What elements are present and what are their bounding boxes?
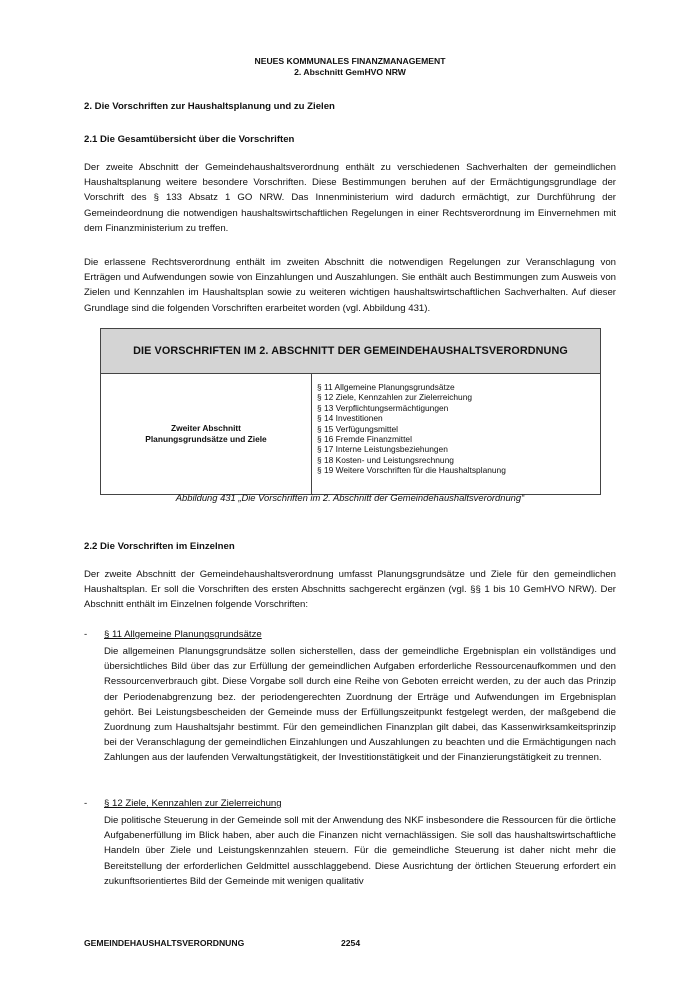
subsection-heading-2-2: 2.2 Die Vorschriften im Einzelnen: [84, 541, 235, 552]
list-dash: -: [84, 629, 88, 640]
paragraph-1: Der zweite Abschnitt der Gemeindehaushaltsverordnung enthält zu verschiedenen Sachverhalten der gemeindlichen Haushaltsplanung weitere besondere Vorschriften. Diese Bestimmungen beruhen auf der Ermächtigungsgrundlage der Vorschrift des § 133 Absatz 1 GO NRW. Das Innenministerium wird dadurch ermächtigt, zur Durchführung der Gemeindeordnung die notwendigen haushaltswirtschaftlichen Regelungen in einer Rechtsverordnung im Einvernehmen mit dem Finanzministerium zu treffen.: [84, 162, 616, 234]
table-item: § 12 Ziele, Kennzahlen zur Zielerreichung: [317, 392, 473, 403]
table-item: § 18 Kosten- und Leistungsrechnung: [317, 454, 454, 465]
paragraph-2: Die erlassene Rechtsverordnung enthält im zweiten Abschnitt die notwendigen Regelungen zur Veranschlagung von Erträgen und Aufwendungen sowie von Einzahlungen und Auszahlungen. Sie enthält auch Bestimmungen zum Ausweis von Zielen und Kennzahlen im Haushaltsplan sowie zu weiteren wichtigen haushaltswirtschaftlichen Sachverhalten. Auf dieser Grundlage sind die folgenden Vorschriften erarbeitet worden (vgl. Abbildung 431).: [84, 257, 616, 314]
regulations-table: [100, 328, 601, 495]
table-item: § 11 Allgemeine Planungsgrundsätze: [317, 382, 455, 392]
header-subtitle: 2. Abschnitt GemHVO NRW: [294, 67, 406, 77]
table-left-line-1: Zweiter Abschnitt: [171, 423, 241, 433]
paragraph-3: Der zweite Abschnitt der Gemeindehaushaltsverordnung umfasst Planungsgrundsätze und Ziele für den gemeindlichen Haushaltsplan. Er soll die Vorschriften des ersten Abschnitts sachgerecht ergänzen (vgl. §§ 1 bis 10 GemHVO NRW). Der Abschnitt enthält im Einzelnen folgende Vorschriften:: [84, 569, 616, 611]
list-dash: -: [84, 798, 88, 809]
header-title: NEUES KOMMUNALES FINANZMANAGEMENT: [254, 56, 446, 66]
list-item-title: § 12 Ziele, Kennzahlen zur Zielerreichung: [104, 798, 282, 809]
list-item-title: § 11 Allgemeine Planungsgrundsätze: [104, 629, 262, 640]
table-item: § 16 Fremde Finanzmittel: [317, 434, 412, 445]
figure-caption: Abbildung 431 „Die Vorschriften im 2. Abschnitt der Gemeindehaushaltsverordnung“: [175, 492, 525, 503]
table-item: § 15 Verfügungsmittel: [317, 423, 399, 434]
table-left-line-2: Planungsgrundsätze und Ziele: [145, 434, 267, 444]
table-item: § 17 Interne Leistungsbeziehungen: [317, 444, 448, 455]
page-number: 2254: [341, 938, 361, 948]
table-item: § 13 Verpflichtungsermächtigungen: [317, 402, 449, 413]
subsection-heading-2-1: 2.1 Die Gesamtübersicht über die Vorschriften: [84, 134, 295, 145]
table-item: § 14 Investitionen: [317, 413, 383, 424]
table-left-cell: [101, 374, 312, 495]
list-item-text: Die politische Steuerung in der Gemeinde soll mit der Anwendung des NKF insbesondere die Ressourcen für die örtliche Aufgabenerfüllung im Blick haben, aber auch die Finanzen nicht vernachlässigen. Sie soll das haushaltswirtschaftliche Handeln über Ziele und Leistungskennzahlen steuern. Für die gemeindliche Steuerung ist daher nicht mehr die Bereitstellung der erforderlichen Geldmittel ausschlaggebend. Diese Ausrichtung der örtlichen Steuerung erfordert ein zukunftsorientiertes Bild der Gemeinde mit wenigen qualitativ: [104, 815, 616, 887]
section-heading: 2. Die Vorschriften zur Haushaltsplanung und zu Zielen: [84, 101, 335, 112]
list-item-text: Die allgemeinen Planungsgrundsätze sollen sicherstellen, dass der gemeindliche Ergebnisplan ein vollständiges und übersichtliches Bild über das zur Erfüllung der gemeindlichen Aufgaben erforderliche Ressourcenaufkommen und den Ressourcenverbrauch gibt. Diese Vorgabe soll durch eine Reihe von Geboten erreicht werden, zu der auch das Prinzip der Periodenabgrenzung bez. der periodengerechten Zuordnung der Erträge und Aufwendungen im Ergebnisplan gehört. Bei Leistungsbescheiden der Gemeinde muss der Erfüllungszeitpunkt festgelegt werden, der maßgebend die Zuordnung zum Haushaltsjahr bestimmt. Für den gemeindlichen Finanzplan gilt dabei, das Kassenwirksamkeitsprinzip bei der Veranschlagung der gemeindlichen Einzahlungen und Auszahlungen zu beachten und die Ermächtigungen nach Zahlungen aus der laufenden Verwaltungstätigkeit, der Investitionstätigkeit und der Finanzierungstätigkeit zu trennen.: [104, 646, 616, 764]
page-header: [0, 56, 700, 78]
footer-label: GEMEINDEHAUSHALTSVERORDNUNG: [84, 938, 245, 948]
table-item: § 19 Weitere Vorschriften für die Haushaltsplanung: [317, 465, 506, 476]
table-right-cell: [312, 374, 601, 495]
table-title: DIE VORSCHRIFTEN IM 2. ABSCHNITT DER GEMEINDEHAUSHALTSVERORDNUNG: [101, 329, 601, 374]
